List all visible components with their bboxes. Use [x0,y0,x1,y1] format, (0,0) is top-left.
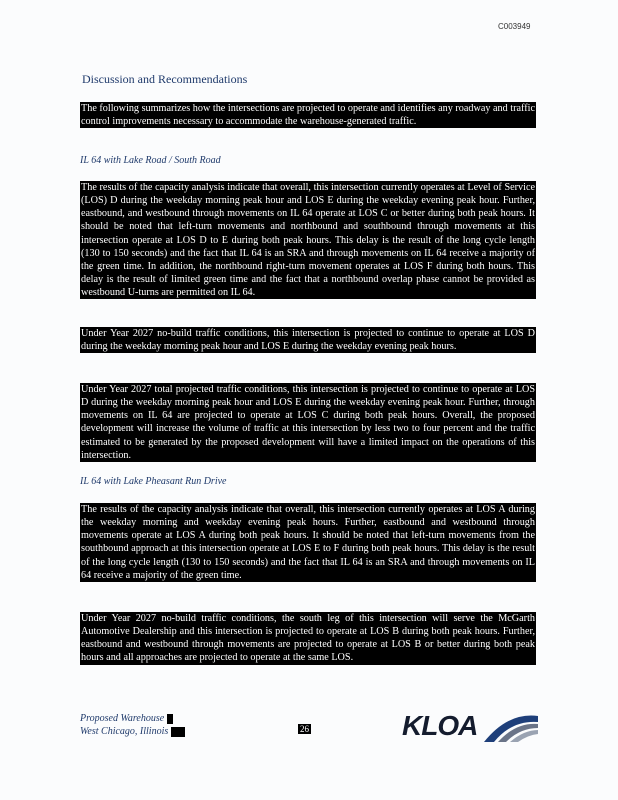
intro-paragraph: The following summarizes how the intersections are projected to operate and identifies any roadway and traffic control improvements necessary to accommodate the warehouse-generated traffic. [81,103,535,128]
paragraph-1: The results of the capacity analysis indicate that overall, this intersection currently operates at Level of Service (LOS) D during the weekday morning peak hour and LOS E during the weekday evening peak hour. Further, eastbound, and westbound through movements on IL 64 operate at LOS C or better during both peak hours. It should be noted that left-turn movements and northbound and southbound through movements at this intersection operate at LOS D to E during both peak hours. This delay is the result of the long cycle length (130 to 150 seconds) and the fact that IL 64 is an SRA and through movements on IL 64 receive a majority of the green time. In addition, the northbound right-turn movement operates at LOS F during both hours. This delay is the result of limited green time and the fact that a northbound overlap phase cannot be provided as westbound U-turns are permitted on IL 64. [81,182,535,299]
subheading-il64-pheasant-run [80,476,226,487]
paragraph-5: Under Year 2027 no-build traffic conditions, the south leg of this intersection will serve the McGarth Automotive Dealership and this intersection is projected to operate at LOS B during both peak hours. Further, eastbound and westbound through movements are projected to operate at LOS B or better during both peak hours and all approaches are projected to operate at the same LOS. [81,613,535,664]
footer-line-2: West Chicago, Illinois [80,726,169,737]
footer-project-name [80,712,185,725]
page-number: 26 [300,724,309,734]
subheading-text: IL 64 with Lake Pheasant Run Drive [80,476,227,487]
subheading-text: IL 64 with Lake Road / South Road [80,155,221,166]
road-swoosh-icon [398,708,538,744]
subheading-il64-lake-road [80,155,221,166]
footer-project-location [80,725,185,738]
footer-line-1: Proposed Warehouse [80,713,165,724]
redaction-mark [167,714,173,724]
paragraph-2: Under Year 2027 no-build traffic conditions, this intersection is projected to continue to operate at LOS D during the weekday morning peak hour and LOS E during the weekday evening peak hours. [81,328,535,353]
paragraph-4: The results of the capacity analysis indicate that overall, this intersection currently operates at LOS A during the weekday morning and weekday evening peak hours. Further, eastbound and westbound through movements operate at LOS A during both peak hours. It should be noted that left-turn movements from the southbound approach at this intersection operate at LOS E to F during both peak hours. This delay is the result of the long cycle length (130 to 150 seconds) and the fact that IL 64 is an SRA and through movements on IL 64 receive a majority of the green time. [81,504,535,581]
kloa-logo [398,708,538,744]
logo-wordmark: KLOA [402,710,478,741]
footer-project-info [80,712,185,738]
section-title: Discussion and Recommendations [82,72,248,86]
document-id: C003949 [498,22,531,31]
paragraph-3: Under Year 2027 total projected traffic conditions, this intersection is projected to continue to operate at LOS D during the weekday morning peak hour and LOS E during the weekday evening peak hour. Further, through movements on IL 64 are projected to operate at LOS C during both peak hours. Overall, the proposed development will increase the volume of traffic at this intersection by less two to four percent and the traffic estimated to be generated by the proposed development will have a limited impact on the operations of this intersection. [81,384,535,461]
redaction-mark [171,727,185,737]
